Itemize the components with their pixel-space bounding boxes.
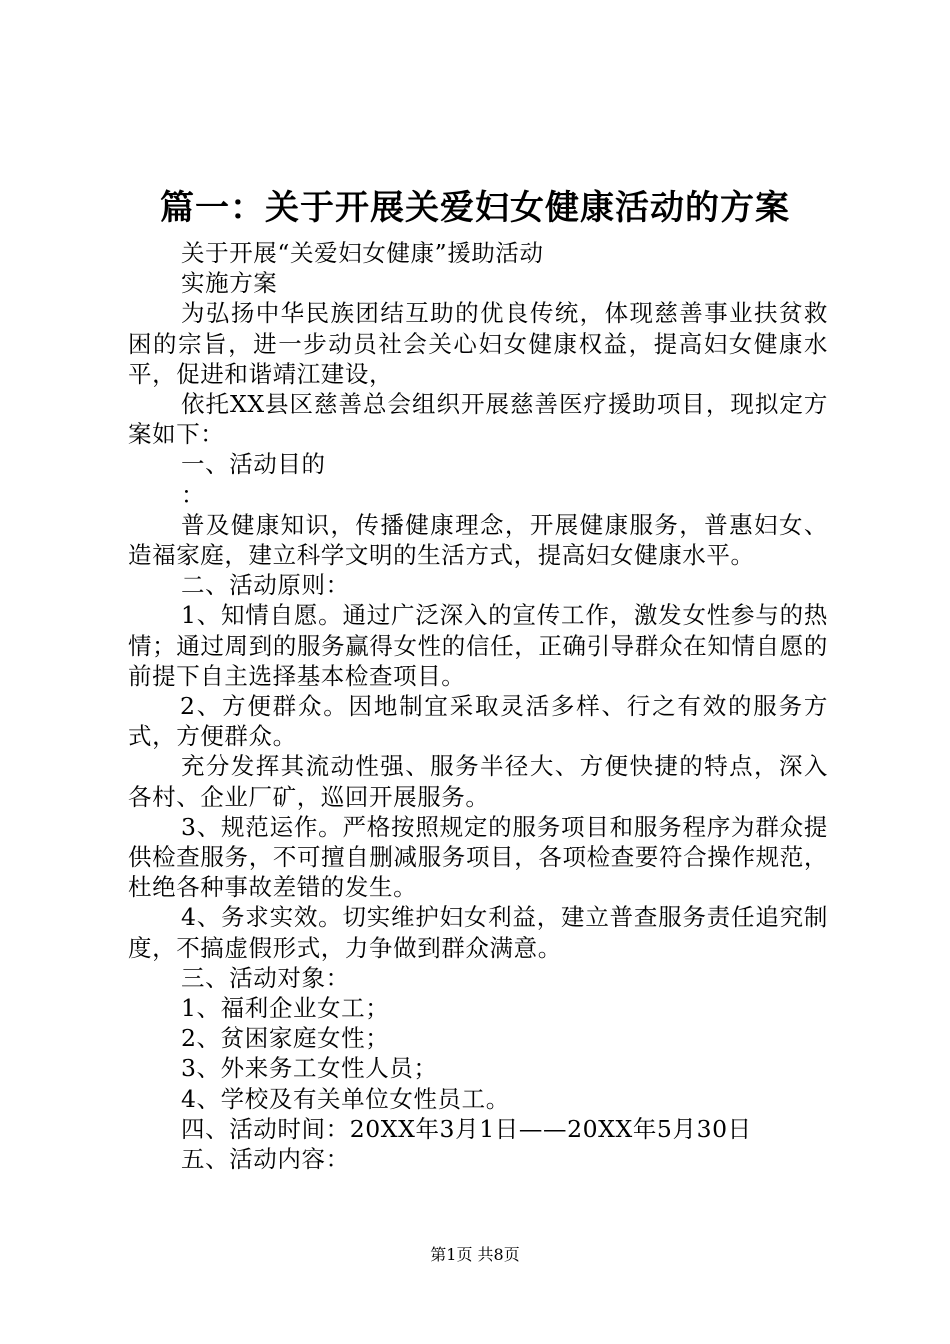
- target-item-3: 3、外来务工女性人员；: [181, 1054, 438, 1083]
- target-item-1: 1、福利企业女工；: [181, 994, 390, 1023]
- paragraph-purpose: 普及健康知识，传播健康理念，开展健康服务，普惠妇女、造福家庭，建立科学文明的生活方式，提高妇女健康水平。: [128, 510, 828, 570]
- principle-2-detail: 充分发挥其流动性强、服务半径大、方便快捷的特点，深入各村、企业厂矿，巡回开展服务。: [128, 752, 828, 811]
- document-title: 篇一：关于开展关爱妇女健康活动的方案: [160, 188, 790, 228]
- target-item-4: 4、学校及有关单位女性员工。: [181, 1084, 510, 1113]
- paragraph-basis: 依托XX县区慈善总会组织开展慈善医疗援助项目，现拟定方案如下：: [128, 390, 828, 449]
- principle-4: 4、务求实效。切实维护妇女利益，建立普查服务责任追究制度，不搞虚假形式，力争做到群众满意。: [128, 903, 828, 962]
- principle-3: 3、规范运作。严格按照规定的服务项目和服务程序为群众提供检查服务，不可擅自删减服务项目，各项检查要符合操作规范，杜绝各种事故差错的发生。: [128, 812, 828, 902]
- principle-2: 2、方便群众。因地制宜采取灵活多样、行之有效的服务方式，方便群众。: [128, 692, 828, 751]
- section-heading-time: 四、活动时间：20XX年3月1日——20XX年5月30日: [181, 1114, 752, 1143]
- principle-1: 1、知情自愿。通过广泛深入的宣传工作，激发女性参与的热情；通过周到的服务赢得女性的信任，正确引导群众在知情自愿的前提下自主选择基本检查项目。: [128, 601, 828, 690]
- paragraph-colon: ：: [181, 480, 206, 509]
- target-item-2: 2、贫困家庭女性；: [181, 1024, 390, 1053]
- section-heading-targets: 三、活动对象：: [181, 963, 350, 992]
- document-body: [128, 238, 828, 1174]
- section-heading-principles: 二、活动原则：: [181, 571, 350, 600]
- paragraph-intro: 为弘扬中华民族团结互助的优良传统，体现慈善事业扶贫救困的宗旨，进一步动员社会关心妇女健康权益，提高妇女健康水平，促进和谐靖江建设，: [128, 299, 828, 388]
- page-footer: 第1页 共8页: [430, 1245, 520, 1264]
- subtitle-line-2: 实施方案: [181, 269, 278, 298]
- subtitle-line-1: 关于开展“关爱妇女健康”援助活动: [181, 239, 544, 267]
- section-heading-content: 五、活动内容：: [181, 1145, 350, 1174]
- section-heading-purpose: 一、活动目的: [181, 450, 326, 479]
